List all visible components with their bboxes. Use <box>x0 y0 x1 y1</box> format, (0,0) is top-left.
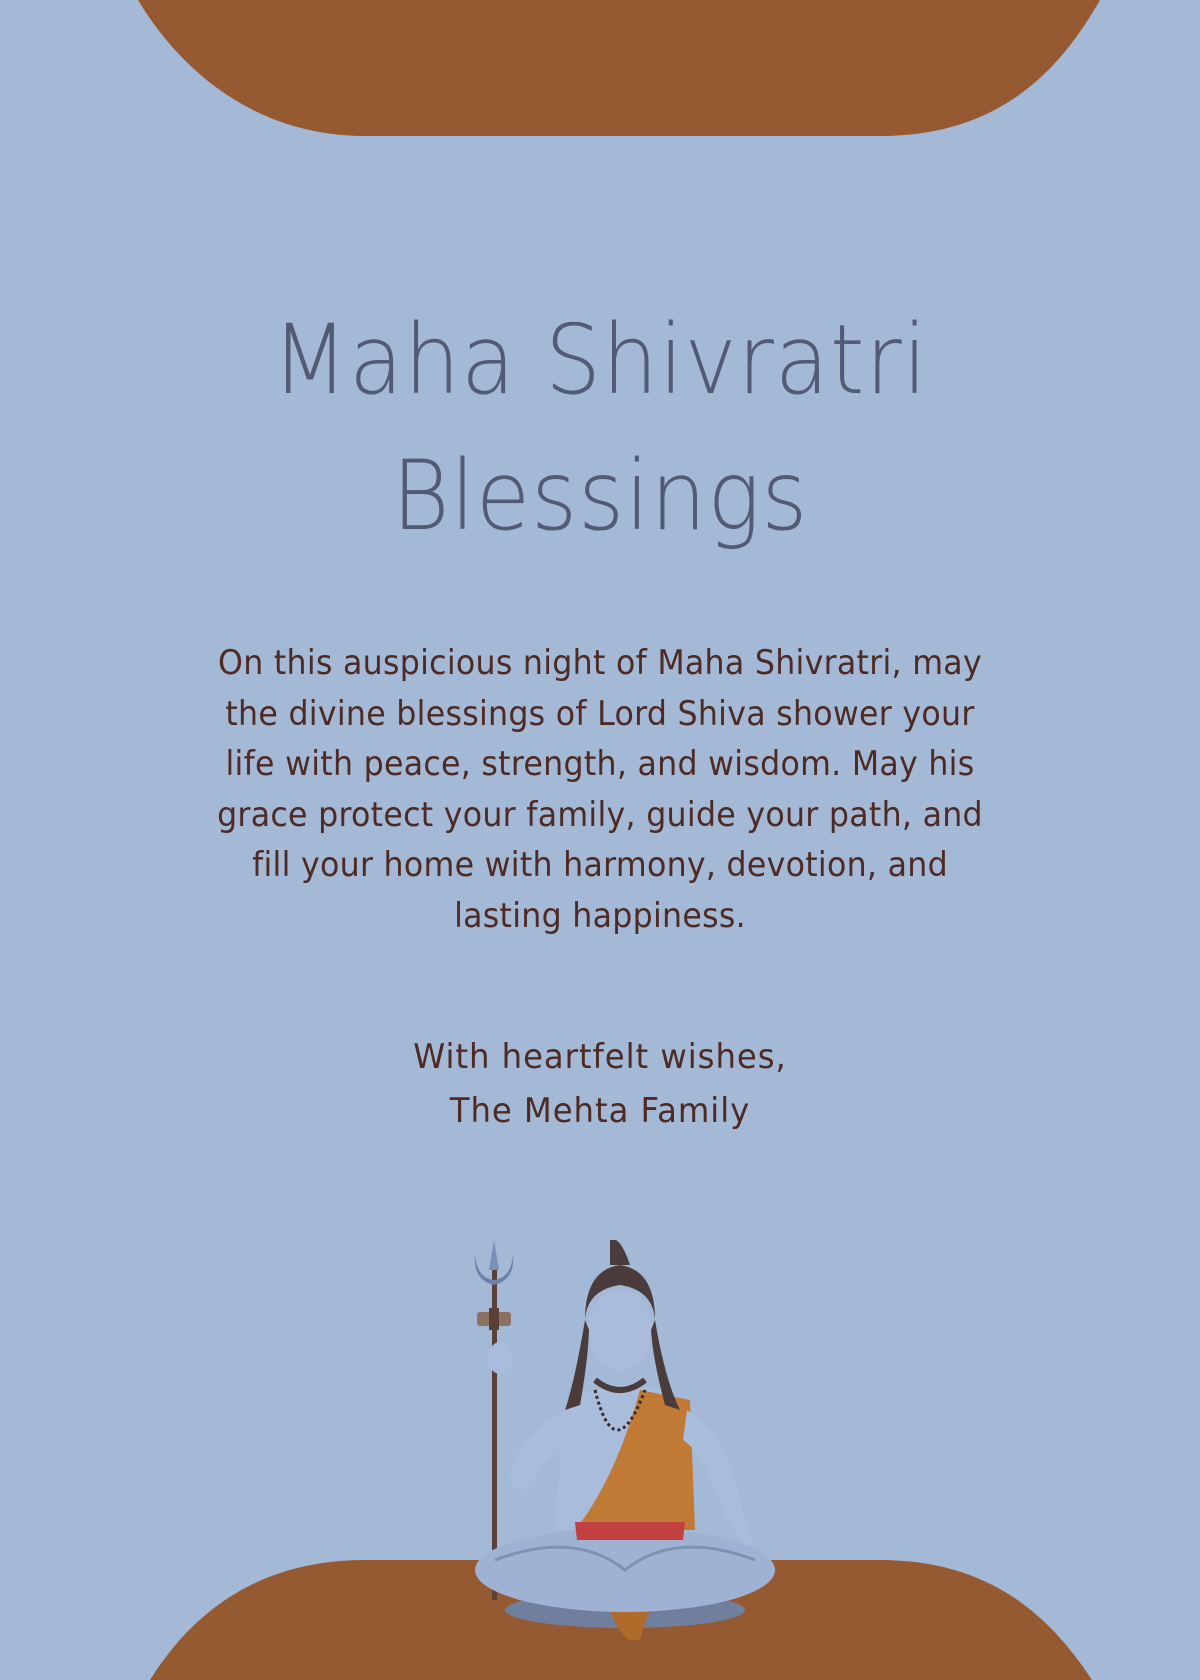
blessing-message: On this auspicious night of Maha Shivratri, may the divine blessings of Lord Shiva shower your life with peace, strength, and wisdom. May his grace protect your family, guide your path, and fill your home with harmony, devotion, and lasting happiness. <box>217 643 983 936</box>
signoff-family-name: The Mehta Family <box>449 1091 751 1131</box>
shiva-illustration <box>455 1240 795 1640</box>
signoff <box>30 1030 1170 1138</box>
card-title <box>48 292 1152 564</box>
signoff-greeting: With heartfelt wishes, <box>413 1037 787 1077</box>
title-line-2: Blessings <box>391 440 809 552</box>
title-line-1: Maha Shivratri <box>271 304 929 416</box>
top-arch-decoration <box>0 0 1200 140</box>
